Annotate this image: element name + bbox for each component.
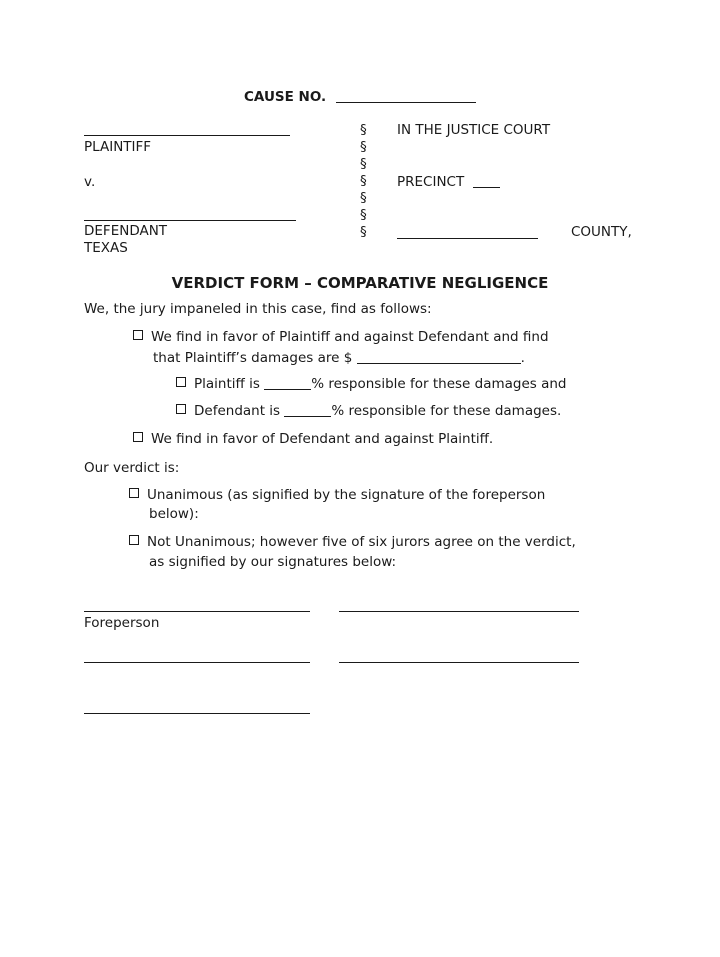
defendant-verdict-text: We find in favor of Defendant and against Plaintiff. bbox=[151, 431, 494, 447]
cause-number-blank[interactable] bbox=[336, 102, 476, 103]
county-name-blank[interactable] bbox=[397, 238, 538, 239]
unanimous-text: Unanimous (as signified by the signature of the foreperson bbox=[147, 487, 546, 503]
juror-signature-line[interactable] bbox=[84, 713, 310, 714]
damages-period: . bbox=[520, 350, 525, 366]
court-label: IN THE JUSTICE COURT bbox=[397, 122, 551, 138]
plaintiff-percent-suffix: % responsible for these damages and bbox=[311, 376, 567, 392]
defendant-percent-blank[interactable] bbox=[284, 404, 331, 417]
not-unanimous-option bbox=[129, 534, 576, 550]
not-unanimous-checkbox[interactable] bbox=[129, 535, 139, 545]
precinct-blank[interactable] bbox=[473, 187, 500, 188]
form-title: VERDICT FORM – COMPARATIVE NEGLIGENCE bbox=[171, 274, 549, 292]
section-mark: § bbox=[360, 156, 367, 172]
section-mark: § bbox=[360, 224, 367, 240]
defendant-percent-option bbox=[176, 403, 561, 419]
foreperson-signature-line[interactable] bbox=[84, 611, 310, 612]
damages-amount-blank[interactable] bbox=[357, 351, 521, 364]
defendant-label: DEFENDANT bbox=[84, 223, 168, 239]
plaintiff-percent-text: Plaintiff is bbox=[194, 376, 260, 392]
damages-text: that Plaintiff’s damages are $ bbox=[153, 350, 353, 366]
plaintiff-verdict-checkbox[interactable] bbox=[133, 330, 143, 340]
plaintiff-label: PLAINTIFF bbox=[84, 139, 152, 155]
unanimous-text-cont: below): bbox=[149, 506, 199, 522]
not-unanimous-text: Not Unanimous; however five of six jurors agree on the verdict, bbox=[147, 534, 576, 550]
section-mark: § bbox=[360, 207, 367, 223]
versus-label: v. bbox=[84, 174, 96, 190]
juror-signature-line[interactable] bbox=[339, 611, 579, 612]
foreperson-label: Foreperson bbox=[84, 615, 160, 631]
defendant-name-blank[interactable] bbox=[84, 220, 296, 221]
unanimous-checkbox[interactable] bbox=[129, 488, 139, 498]
plaintiff-name-blank[interactable] bbox=[84, 135, 290, 136]
defendant-percent-text: Defendant is bbox=[194, 403, 281, 419]
plaintiff-percent-option bbox=[176, 376, 567, 392]
defendant-verdict-option bbox=[133, 431, 493, 447]
defendant-percent-suffix: % responsible for these damages. bbox=[331, 403, 562, 419]
verdict-label: Our verdict is: bbox=[84, 460, 180, 476]
juror-signature-line[interactable] bbox=[84, 662, 310, 663]
plaintiff-verdict-option bbox=[133, 329, 549, 345]
plaintiff-percent-checkbox[interactable] bbox=[176, 377, 186, 387]
precinct-label: PRECINCT bbox=[397, 174, 465, 190]
section-mark: § bbox=[360, 122, 367, 138]
not-unanimous-text-cont: as signified by our signatures below: bbox=[149, 554, 397, 570]
jury-intro: We, the jury impaneled in this case, find as follows: bbox=[84, 301, 432, 317]
unanimous-option bbox=[129, 487, 545, 503]
county-label: COUNTY, bbox=[571, 224, 632, 240]
state-label: TEXAS bbox=[84, 240, 128, 256]
section-mark: § bbox=[360, 190, 367, 206]
damages-line bbox=[153, 350, 525, 366]
plaintiff-verdict-text: We find in favor of Plaintiff and against Defendant and find bbox=[151, 329, 549, 345]
section-mark: § bbox=[360, 139, 367, 155]
defendant-verdict-checkbox[interactable] bbox=[133, 432, 143, 442]
defendant-percent-checkbox[interactable] bbox=[176, 404, 186, 414]
plaintiff-percent-blank[interactable] bbox=[264, 377, 311, 390]
cause-number-label: CAUSE NO. bbox=[244, 89, 327, 105]
section-mark: § bbox=[360, 173, 367, 189]
juror-signature-line[interactable] bbox=[339, 662, 579, 663]
